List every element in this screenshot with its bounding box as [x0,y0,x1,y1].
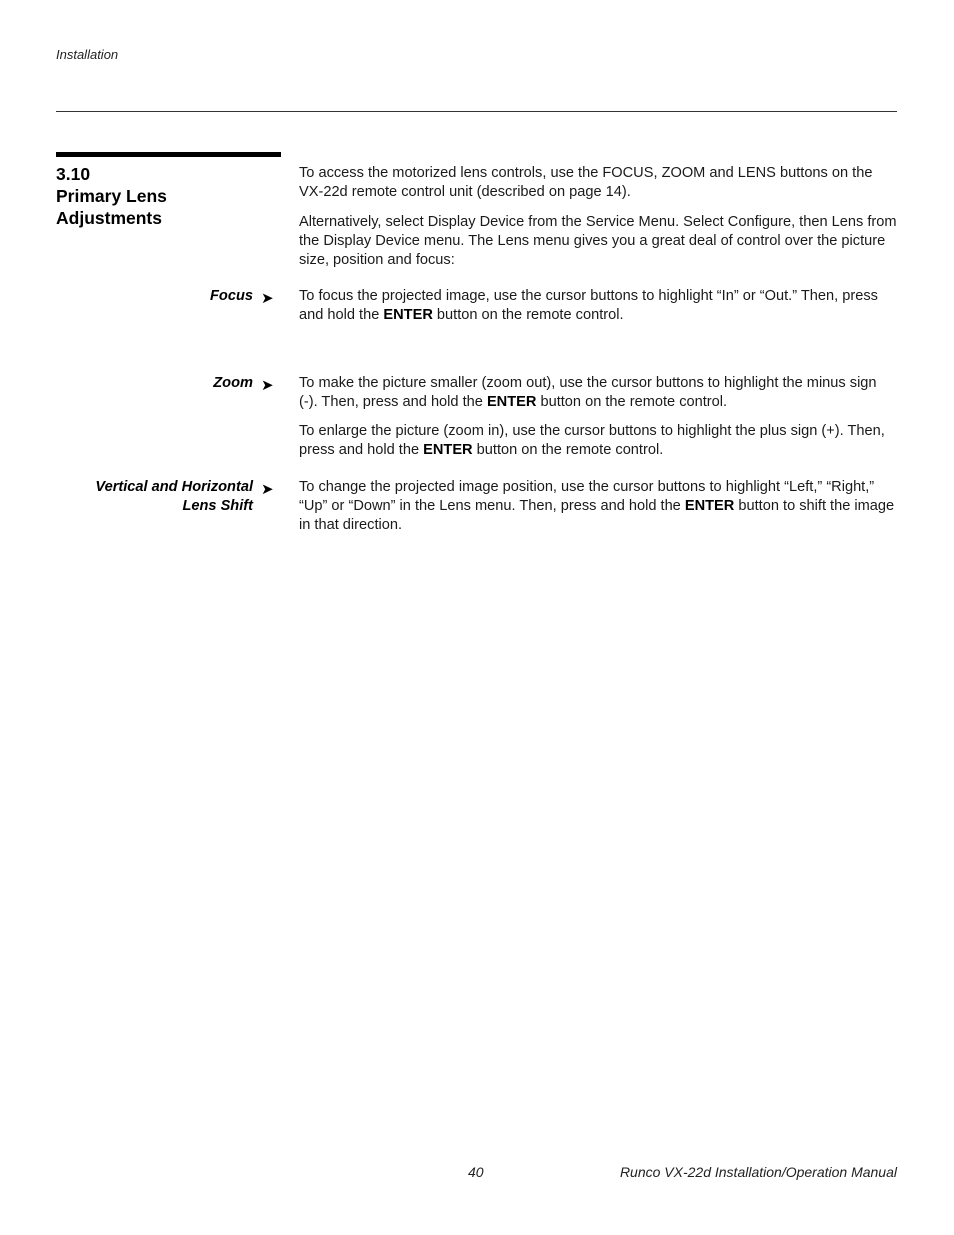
zoom-paragraph-1: To make the picture smaller (zoom out), use the cursor buttons to highlight the minus sign (-). Then, press and hold the ENTER button on the remote control. [299,375,877,410]
section-heading-bar [56,152,281,157]
focus-arrow-icon: ➤ [261,290,274,307]
focus-paragraph: To focus the projected image, use the cursor buttons to highlight “In” or “Out.” Then, press and hold the ENTER button on the remote control. [299,288,878,323]
section-title-line1: Primary Lens [56,186,167,206]
intro-paragraph-1: To access the motorized lens controls, use the FOCUS, ZOOM and LENS buttons on the VX-22d remote control unit (described on page 14). [299,165,873,200]
focus-subheading: Focus [210,288,253,304]
lens-shift-subheading: Vertical and Horizontal Lens Shift [95,479,253,514]
lens-shift-arrow-icon: ➤ [261,481,274,498]
zoom-paragraph-2: To enlarge the picture (zoom in), use the cursor buttons to highlight the plus sign (+). Then, press and hold the ENTER button on the remote control. [299,423,885,458]
section-heading [56,163,281,229]
lens-shift-paragraph: To change the projected image position, use the cursor buttons to highlight “Left,” “Right,” “Up” or “Down” in the Lens menu. Then, press and hold the ENTER button to shift the image in that direction. [299,479,895,533]
zoom-arrow-icon: ➤ [261,377,274,394]
footer-manual-title: Runco VX-22d Installation/Operation Manual [619,1164,897,1180]
header-divider [56,111,897,112]
section-number: 3.10 [56,164,91,184]
zoom-subheading: Zoom [213,375,253,391]
page-number: 40 [468,1164,484,1180]
running-header: Installation [56,47,119,62]
section-title-line2: Adjustments [56,208,162,228]
intro-paragraph-2: Alternatively, select Display Device from the Service Menu. Select Configure, then Lens from the Display Device menu. The Lens menu gives you a great deal of control over the picture size, position and focus: [299,214,897,268]
